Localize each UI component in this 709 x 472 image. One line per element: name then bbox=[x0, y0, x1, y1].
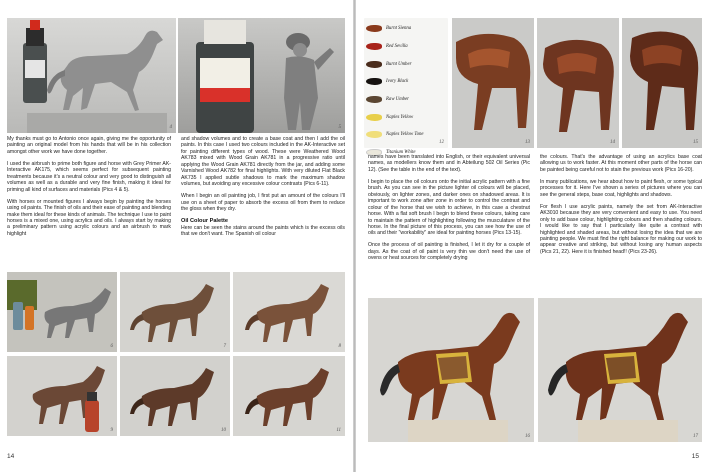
palette-swatch bbox=[366, 38, 446, 56]
paint-blob bbox=[366, 43, 382, 50]
left-page bbox=[0, 0, 353, 472]
photo-number-5: 5 bbox=[338, 125, 341, 130]
photo-number-17: 17 bbox=[693, 434, 698, 439]
paragraph: I begin to place the oil colours onto the initial acrylic pattern with a fine brush. As you can see in the picture lighter oil colours will be placed, obviously, on lighter zones, and darker ones on shadowed areas. It is important to work zone after zone in order to control the contrast and colour of the horse that we wish to achieve, in this case a chestnut horse. With a flat soft brush I begin to blend these colours, taking care to maintain the pattern of highlighting following the musculature of the horse. In the final picture of this process, you can see how the use of oils and their "workability" are ideal for painting horses (Pics 13-15). bbox=[368, 178, 530, 237]
photo-number-6: 6 bbox=[110, 344, 113, 349]
photo-17 bbox=[538, 298, 702, 442]
paint-blob bbox=[366, 25, 382, 32]
right-page bbox=[356, 0, 709, 472]
paragraph: My thanks must go to Antonio once again, giving me the opportunity of painting an original model from his hands that will be in his collection amongst other work we have done together. bbox=[7, 136, 171, 155]
paragraph: For flesh I use acrylic paints, namely the set from AK-Interactive AK3010 because they are very convenient and easy to use. You need only to add base colour, highlighting colours and then shading colours. I would like to say that I particularly like quite a contrast with highlighted and shaded areas, but without losing the idea that we are painting people. We must find the right balance for making our work to appear creative and striking, but without losing any human aspects (Pics 21, 22). Here it is finished head!! (Pics 23-26). bbox=[540, 203, 702, 255]
page-number-right: 15 bbox=[691, 453, 699, 460]
palette-swatch bbox=[366, 20, 446, 38]
paint-blob bbox=[366, 78, 382, 85]
photo-9-image bbox=[7, 356, 117, 436]
photo-13-image bbox=[452, 18, 534, 148]
right-text-column-2 bbox=[540, 154, 702, 261]
paint-blob bbox=[366, 114, 382, 121]
photo-9 bbox=[7, 356, 117, 436]
swatch-label: Titanium White bbox=[386, 150, 416, 156]
photo-14-image bbox=[537, 18, 619, 148]
paragraph: Once the process of oil painting is finished, I let it dry for a couple of days. As the coat of oil paint is very thin we don't need the use of ovens or heat sources for completely drying bbox=[368, 242, 530, 262]
photo-primer-and-figure bbox=[178, 18, 345, 133]
paint-blob bbox=[366, 96, 382, 103]
photo-number-13: 13 bbox=[525, 140, 530, 145]
photo-primed-horse bbox=[7, 18, 176, 133]
photo-number-4: 4 bbox=[169, 125, 172, 130]
palette-swatch bbox=[366, 108, 446, 126]
page-number-left: 14 bbox=[7, 453, 15, 460]
photo-6 bbox=[7, 272, 117, 352]
swatch-label: Naples Yellow bbox=[386, 114, 414, 120]
right-text-column-1 bbox=[368, 154, 530, 267]
primer-figure-image bbox=[178, 18, 345, 133]
paragraph: and shadow volumes and to create a base coat and then I add the oil paints. In this case I used two colours included in the AK-Interactive set for painting different types of wood. These were Weathered Wood AK783 mixed with Wood Grain AK781 in a progressive ratio until applying the Wood Grain AK781 directly from the jar, and adding some Varnished Wood AK782 for final highlights. With very diluted Flat Black AK735 I applied subtle shadows to mark the maximum shadow volumes, but avoiding any excessive colour contrasts (Pics 6-11). bbox=[181, 136, 345, 188]
swatch-label: Raw Umber bbox=[386, 97, 410, 103]
photo-number-7: 7 bbox=[223, 344, 226, 349]
swatch-label: Naples Yellow Tone bbox=[386, 132, 424, 138]
palette-swatch bbox=[366, 126, 446, 144]
photo-number-12: 12 bbox=[439, 140, 444, 145]
palette-swatch bbox=[366, 91, 446, 109]
paragraph: names have been translated into English, or their equivalent universal names, as modellers know them and in Abteilung 502 Oil Series (Pic 12). (See the table in the end of the text). bbox=[368, 154, 530, 173]
palette-swatch-list bbox=[366, 20, 446, 162]
photo-15 bbox=[622, 18, 702, 148]
photo-7 bbox=[120, 272, 230, 352]
paint-blob bbox=[366, 61, 382, 68]
photo-number-8: 8 bbox=[338, 344, 341, 349]
photo-11-image bbox=[233, 356, 345, 436]
photo-10 bbox=[120, 356, 230, 436]
palette-swatch bbox=[366, 73, 446, 91]
photo-number-15: 15 bbox=[693, 140, 698, 145]
paragraph: Here can be seen the stains around the paints which is the excess oils that we don't want. The Spanish oil colour bbox=[181, 224, 345, 238]
photo-number-16: 16 bbox=[525, 434, 530, 439]
photo-14 bbox=[537, 18, 619, 148]
photo-13 bbox=[452, 18, 534, 148]
photo-11 bbox=[233, 356, 345, 436]
photo-7-image bbox=[120, 272, 230, 352]
photo-10-image bbox=[120, 356, 230, 436]
paragraph: When I begin an oil painting job, I first put an amount of the colours I'll use on a sheet of paper to absorb the excess oil from them to reduce the gloss when they dry. bbox=[181, 193, 345, 213]
photo-17-image bbox=[538, 298, 702, 442]
photo-number-9: 9 bbox=[110, 428, 113, 433]
swatch-label: Ivory Black bbox=[386, 79, 409, 85]
photo-15-image bbox=[622, 18, 702, 148]
left-text-column-1 bbox=[7, 136, 171, 243]
photo-oil-palette bbox=[364, 18, 448, 156]
photo-number-10: 10 bbox=[221, 428, 226, 433]
palette-swatch bbox=[366, 55, 446, 73]
photo-number-14: 14 bbox=[610, 140, 615, 145]
swatch-label: Red Sevilla bbox=[386, 44, 408, 50]
photo-16-image bbox=[368, 298, 534, 442]
photo-16 bbox=[368, 298, 534, 442]
section-heading: Oil Colour Palette bbox=[181, 217, 228, 224]
paragraph: With horses or mounted figures I always begin by painting the horses using oil paints. The finish of oils and their ease of painting and blending make them ideal for these kinds of animals. The technique I use to paint horses is a mixed one, using acrylics and oils. I always start by making a preliminary pattern using acrylic colours and an airbrush to mark highlight bbox=[7, 198, 171, 237]
swatch-label: Burnt Sienna bbox=[386, 26, 412, 32]
photo-6-image bbox=[7, 272, 117, 352]
paragraph: In many publications, we hear about how to paint flesh, or some typical processes for it. Here I've shown a series of pictures where you can see the general steps, base coat, highlights and shadows. bbox=[540, 178, 702, 198]
paragraph: the colours. That's the advantage of using an acrylics base coat allowing us to work faster. At this moment other parts of the horse can be painted being careful not to stain the previous work (Pics 16-20). bbox=[540, 154, 702, 173]
photo-8 bbox=[233, 272, 345, 352]
photo-number-11: 11 bbox=[336, 428, 341, 433]
paragraph: I used the airbrush to prime both figure and horse with Grey Primer AK-Interactive AK175, which seems perfect for subsequent painting treatments because it's a neutral colour and very good to distinguish all volumes as well as a durable and very fine finish, making it ideal for priming all kind of surfaces and materials (Pics 4 & 5). bbox=[7, 160, 171, 193]
paint-blob bbox=[366, 131, 382, 138]
photo-8-image bbox=[233, 272, 345, 352]
primed-horse-image bbox=[7, 18, 176, 133]
left-text-column-2 bbox=[181, 136, 345, 243]
swatch-label: Burnt Umber bbox=[386, 61, 412, 67]
